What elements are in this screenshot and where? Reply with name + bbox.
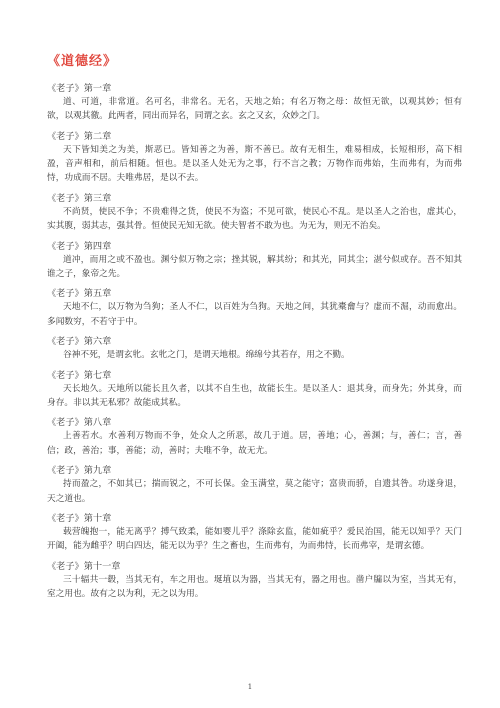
chapter-text: 载营魄抱一，能无离乎？搏气致柔，能如婴儿乎？涤除玄监，能如疵乎？爱民治国，能无以知乎？天门开阖，能为雌乎？明白四达，能无以为乎？生之畜也，生而弗有，为而弗恃，长而弗宰，是谓玄德。 [47, 527, 462, 552]
chapter-heading: 《老子》第六章 [47, 336, 112, 348]
chapter-heading: 《老子》第七章 [47, 369, 112, 381]
chapter-heading: 《老子》第十章 [47, 513, 112, 525]
chapter-section [47, 369, 462, 411]
chapter-heading: 《老子》第四章 [47, 240, 112, 252]
page-number: 1 [247, 683, 253, 691]
chapter-heading: 《老子》第八章 [47, 417, 112, 429]
chapter-section [47, 287, 462, 329]
chapter-section [47, 335, 462, 362]
chapter-heading: 《老子》第九章 [47, 465, 112, 477]
chapter-heading: 《老子》第三章 [47, 192, 112, 204]
chapter-list [47, 82, 462, 608]
chapter-section [47, 512, 462, 554]
chapter-text: 持而盈之，不如其已；揣而锐之，不可长保。金玉满堂，莫之能守；富贵而骄，自遗其咎。功遂身退，天之道也。 [47, 479, 462, 504]
chapter-section [47, 192, 462, 234]
chapter-section [47, 130, 462, 186]
chapter-section [47, 82, 462, 124]
chapter-text: 不尚贤，使民不争；不贵难得之货，使民不为盗；不见可欲，使民心不乱。是以圣人之治也，虚其心，实其腹，弱其志，强其骨。恒使民无知无欲。使夫智者不敢为也。为无为，则无不治矣。 [47, 206, 462, 232]
chapter-heading: 《老子》第一章 [47, 83, 112, 94]
chapter-text: 上善若水。水善利万物而不争，处众人之所恶，故几于道。居，善地；心，善渊；与，善仁；言，善信；政，善治；事，善能；动，善时；夫唯不争，故无尤。 [47, 431, 462, 456]
document-title: 《道德经》 [47, 54, 118, 69]
chapter-text: 三十辐共一毂，当其无有，车之用也。埏埴以为器，当其无有，器之用也。凿户牖以为室，当其无有，室之用也。故有之以为利，无之以为用。 [47, 574, 462, 600]
chapter-text: 谷神不死，是谓玄牝。玄牝之门，是谓天地根。绵绵兮其若存，用之不勤。 [63, 350, 350, 361]
chapter-section [47, 560, 462, 602]
chapter-section [47, 416, 462, 458]
chapter-text: 天下皆知美之为美，斯恶已。皆知善之为善，斯不善已。故有无相生，难易相成，长短相形，高下相盈，音声相和，前后相随。恒也。是以圣人处无为之事，行不言之教；万物作而弗始，生而弗有，为而弗恃，功成而不居。夫唯弗居，是以不去。 [47, 144, 462, 184]
chapter-text: 道冲，而用之或不盈也。渊兮似万物之宗；挫其锐，解其纷；和其光，同其尘；湛兮似或存。吾不知其谁之子，象帝之先。 [47, 254, 462, 279]
chapter-heading: 《老子》第五章 [47, 288, 112, 300]
chapter-text: 天地不仁，以万物为刍狗；圣人不仁，以百姓为刍狗。天地之间，其犹橐龠与？虚而不淈，动而愈出。多闻数穷，不若守于中。 [47, 302, 462, 327]
chapter-section [47, 240, 462, 282]
chapter-text: 道、可道，非常道。名可名，非常名。无名，天地之始；有名万物之母：故恒无欲，以观其妙；恒有欲，以观其徼。此两者，同出而异名，同谓之玄。玄之又玄，众妙之门。 [47, 97, 462, 122]
chapter-heading: 《老子》第二章 [47, 130, 112, 142]
chapter-section [47, 464, 462, 506]
chapter-text: 天长地久。天地所以能长且久者，以其不自生也，故能长生。是以圣人：退其身，而身先；外其身，而身存。非以其无私邪？故能成其私。 [47, 383, 462, 408]
chapter-heading: 《老子》第十一章 [47, 560, 121, 572]
